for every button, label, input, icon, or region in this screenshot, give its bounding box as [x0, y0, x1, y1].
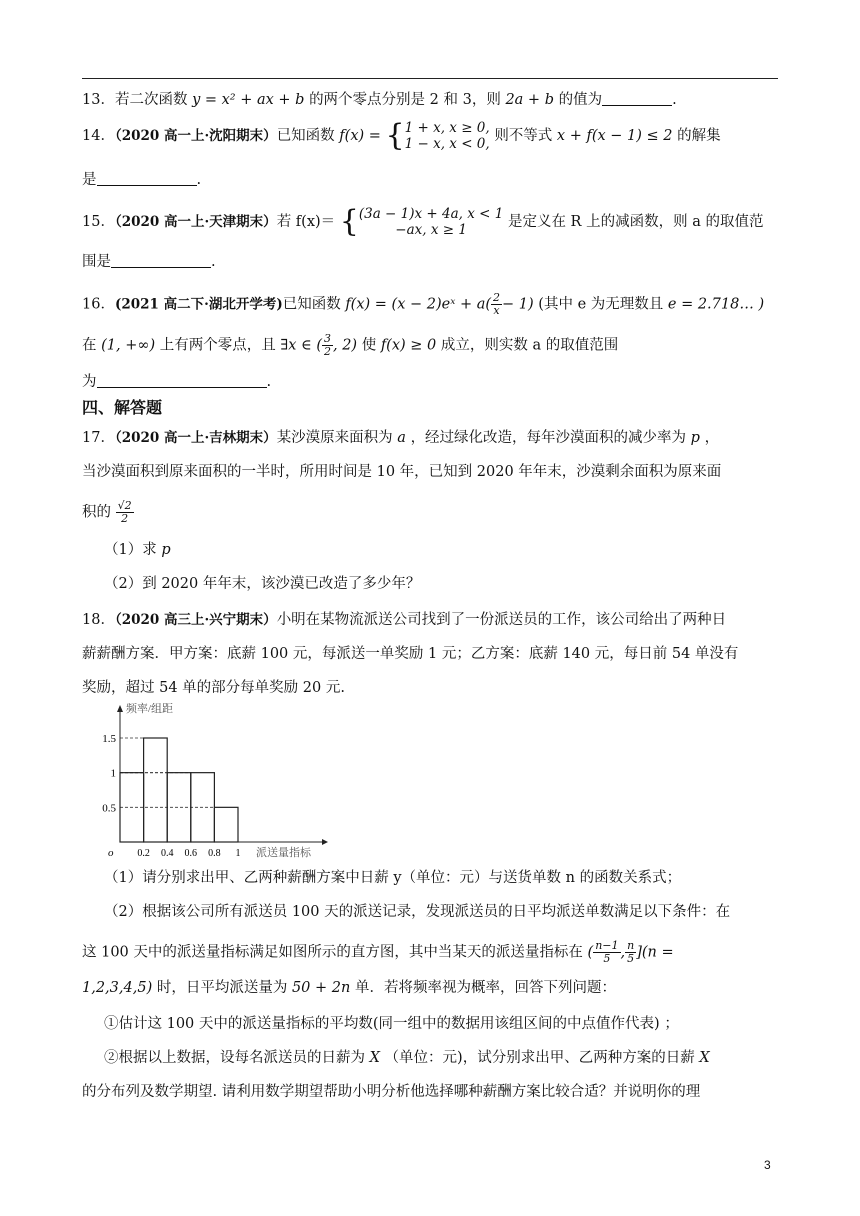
q18-fraction-2: $\frac{n}{5}$	[627, 939, 635, 965]
q16-function: f(x) = (x − 2)eˣ + a(	[345, 296, 492, 313]
histogram-x-tick-label: 1	[235, 848, 241, 859]
histogram-y-arrow	[117, 705, 123, 712]
question-18-line3: 奖励，超过 54 单的部分每单奖励 20 元.	[82, 680, 345, 696]
question-18: 18．（2020 高三上·兴宁期末）小明在某物流派送公司找到了一份派送员的工作，该公司给出了两种日	[82, 612, 727, 628]
question-16: 16．(2021 高二下·湖北开学考)已知函数 f(x) = (x − 2)eˣ + a( $\frac{2}{x}$ − 1) (其中 e 为无理数且 e = 2.718… )	[82, 291, 765, 317]
histogram-chart	[96, 700, 336, 860]
q14-source: （2020 高一上·沈阳期末）	[114, 128, 277, 144]
q18-source: （2020 高三上·兴宁期末）	[114, 612, 277, 628]
question-18-part2-line3: 1,2,3,4,5) 时，日平均派送量为 50 + 2n 单．若将频率视为概率，回答下列问题：	[82, 980, 616, 996]
q17-source: （2020 高一上·吉林期末）	[114, 430, 277, 446]
q13-quadratic-expression: y = x² + ax + b	[192, 92, 305, 108]
q15-piecewise-brace: {	[339, 204, 359, 239]
histogram-bar	[144, 738, 168, 842]
question-16-line3: 为 .	[82, 374, 272, 390]
question-18-part1: （1）请分别求出甲、乙两种薪酬方案中日薪 y（单位：元）与送货单数 n 的函数关系式；	[104, 870, 682, 886]
question-17-line3: 积的 $\frac{√2}{2}$	[82, 499, 132, 525]
question-15: 15．（2020 高一上·天津期末）若 f(x)＝ { (3a − 1)x + 4a, x < 1 −ax, x ≥ 1 是定义在 R 上的减函数，则 a 的取值范	[82, 204, 764, 239]
q15-source: （2020 高一上·天津期末）	[114, 214, 277, 230]
histogram-x-tick-label: 0.2	[137, 848, 150, 859]
question-18-item1: ①估计这 100 天中的派送量指标的平均数(同一组中的数据用该组区间的中点值作代表) ；	[104, 1016, 679, 1032]
histogram-x-axis-label: 派送量指标	[256, 847, 311, 859]
histogram-bar	[214, 807, 238, 842]
histogram-x-tick-label: 0.4	[160, 848, 174, 859]
histogram-origin-label: o	[108, 847, 114, 859]
question-14: 14．（2020 高一上·沈阳期末）已知函数 f(x) = { 1 + x, x ≥ 0, 1 − x, x < 0, 则不等式 x + f(x − 1) ≤ 2 的解集	[82, 118, 721, 153]
histogram-y-axis-label: 频率/组距	[126, 703, 174, 715]
q16-answer-blank	[97, 373, 267, 388]
q14-piecewise-brace: {	[385, 118, 405, 153]
page-number: 3	[764, 1158, 771, 1172]
histogram-y-tick-label: 1	[110, 767, 116, 780]
question-17-line2: 当沙漠面积到原来面积的一半时，所用时间是 10 年，已知到 2020 年年末，沙漠剩余面积为原来面	[82, 464, 722, 480]
q16-fraction-2: $\frac{3}{2}$	[323, 332, 331, 358]
q14-answer-blank	[97, 171, 197, 186]
question-18-part2-line2: 这 100 天中的派送量指标满足如图所示的直方图，其中当某天的派送量指标在 ( $\frac{n-1}{5}$ , $\frac{n}{5}$ ](n =	[82, 939, 674, 965]
question-17-part2: （2）到 2020 年年末，该沙漠已改造了多少年？	[104, 576, 421, 592]
q15-piecewise-cases: (3a − 1)x + 4a, x < 1 −ax, x ≥ 1	[358, 206, 504, 238]
question-18-part2: （2）根据该公司所有派送员 100 天的派送记录，发现派送员的日平均派送单数满足以下条件：在	[104, 904, 731, 920]
histogram-x-arrow	[322, 839, 328, 845]
question-18-item2: ②根据以上数据，设每名派送员的日薪为 X （单位：元)，试分别求出甲、乙两种方案的日薪 X	[104, 1050, 710, 1066]
question-17-part1: （1）求 p	[104, 542, 171, 558]
question-15-line2: 围是 .	[82, 254, 216, 270]
histogram-x-tick-label: 0.6	[184, 848, 198, 859]
q17-fraction: $\frac{√2}{2}$	[117, 499, 132, 525]
question-13: 13．若二次函数 y = x² + ax + b 的两个零点分别是 2 和 3，则 2a + b 的值为 .	[82, 92, 677, 108]
histogram-y-tick-label: 0.5	[102, 802, 116, 815]
question-18-line2: 薪薪酬方案．甲方案：底薪 100 元，每派送一单奖励 1 元；乙方案：底薪 140 元，每日前 54 单没有	[82, 646, 739, 662]
q16-fraction: $\frac{2}{x}$	[493, 291, 501, 317]
question-14-line2: 是 .	[82, 172, 202, 188]
q15-answer-blank	[111, 253, 211, 268]
q16-source: (2021 高二下·湖北开学考)	[114, 296, 283, 313]
histogram-x-tick-label: 0.8	[208, 848, 221, 859]
q14-inequality: x + f(x − 1) ≤ 2	[556, 128, 673, 144]
question-18-item2-line2: 的分布列及数学期望. 请利用数学期望帮助小明分析他选择哪种薪酬方案比较合适？并说明你的理	[82, 1084, 701, 1100]
q13-answer-blank	[602, 91, 672, 106]
q18-fraction-1: $\frac{n-1}{5}$	[595, 939, 619, 965]
question-16-line2: 在 (1, +∞) 上有两个零点，且 ∃x ∈ ( $\frac{3}{2}$ , 2) 使 f(x) ≥ 0 成立，则实数 a 的取值范围	[82, 332, 619, 358]
section-heading: 四、解答题	[82, 398, 163, 417]
q14-piecewise-cases: 1 + x, x ≥ 0, 1 − x, x < 0,	[404, 120, 490, 152]
q13-target-expression: 2a + b	[505, 92, 554, 108]
histogram-y-tick-label: 1.5	[102, 733, 116, 745]
header-rule	[82, 78, 778, 79]
question-17: 17．（2020 高一上·吉林期末）某沙漠原来面积为 a ，经过绿化改造，每年沙漠面积的减少率为 p ，	[82, 430, 720, 446]
